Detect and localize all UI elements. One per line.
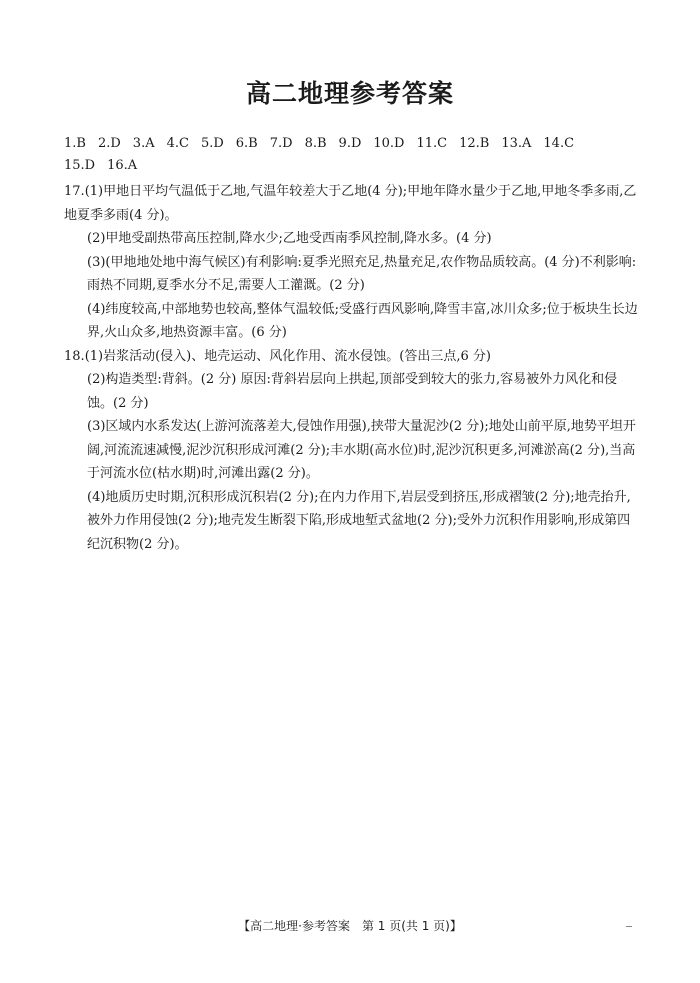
question-17 xyxy=(64,180,639,345)
mc-answer: 4.C xyxy=(166,136,189,151)
mc-line-2 xyxy=(64,155,654,177)
answer-body xyxy=(64,180,639,556)
page-footer: 【高二地理·参考答案 第 1 页(共 1 页)】 xyxy=(238,919,462,933)
multiple-choice-answers xyxy=(64,133,654,177)
mc-answer: 12.B xyxy=(459,136,490,151)
q17-part-3: (3)(甲地地处地中海气候区)有利影响:夏季光照充足,热量充足,农作物品质较高。(4 分)不利影响:雨热不同期,夏季水分不足,需要人工灌溉。(2 分) xyxy=(87,254,637,293)
question-number: 17. xyxy=(64,184,85,199)
q18-part-2: (2)构造类型:背斜。(2 分) 原因:背斜岩层向上拱起,顶部受到较大的张力,容易被外力风化和侵蚀。(2 分) xyxy=(87,372,618,411)
question-18 xyxy=(64,345,639,557)
mc-answer: 15.D xyxy=(64,158,96,173)
mc-answer: 7.D xyxy=(269,136,293,151)
mc-answer: 1.B xyxy=(64,136,86,151)
mc-answer: 9.D xyxy=(338,136,362,151)
mc-answer: 2.D xyxy=(97,136,121,151)
page-title: 高二地理参考答案 xyxy=(245,79,454,108)
question-number: 18. xyxy=(64,348,85,364)
mc-answer: 10.D xyxy=(373,136,405,151)
mc-answer: 11.C xyxy=(416,136,448,151)
mc-answer: 13.A xyxy=(501,136,532,151)
mc-line-1 xyxy=(64,133,654,155)
q18-part-1: (1)岩浆活动(侵入)、地壳运动、风化作用、流水侵蚀。(答出三点,6 分) xyxy=(84,348,491,364)
mc-answer: 3.A xyxy=(132,136,155,151)
mc-answer: 8.B xyxy=(304,136,327,151)
corner-mark xyxy=(626,926,632,927)
q17-part-4: (4)纬度较高,中部地势也较高,整体气温较低;受盛行西风影响,降雪丰富,冰川众多;位于板块生长边界,火山众多,地热资源丰富。(6 分) xyxy=(87,301,638,340)
q18-part-4: (4)地质历史时期,沉积形成沉积岩(2 分);在内力作用下,岩层受到挤压,形成褶皱(2 分);地壳抬升,被外力作用侵蚀(2 分);地壳发生断裂下陷,形成地堑式盆地(2 分);受外力沉积作用影响,形成第四纪沉积物(2 分)。 xyxy=(87,489,631,552)
q17-part-1: (1)甲地日平均气温低于乙地,气温年较差大于乙地(4 分);甲地年降水量少于乙地,甲地冬季多雨,乙地夏季多雨(4 分)。 xyxy=(64,184,637,223)
mc-answer: 14.C xyxy=(543,136,575,151)
q18-part-3: (3)区域内水系发达(上游河流落差大,侵蚀作用强),挟带大量泥沙(2 分);地处山前平原,地势平坦开阔,河流流速减慢,泥沙沉积形成河滩(2 分);丰水期(高水位)时,泥沙沉积更多,河滩淤高(2 分),当高于河流水位(枯水期)时,河滩出露(2 分)。 xyxy=(87,419,636,481)
mc-answer: 5.D xyxy=(200,136,224,151)
mc-answer: 16.A xyxy=(107,158,138,173)
mc-answer: 6.B xyxy=(235,136,258,151)
q17-part-2: (2)甲地受副热带高压控制,降水少;乙地受西南季风控制,降水多。(4 分) xyxy=(87,231,492,246)
